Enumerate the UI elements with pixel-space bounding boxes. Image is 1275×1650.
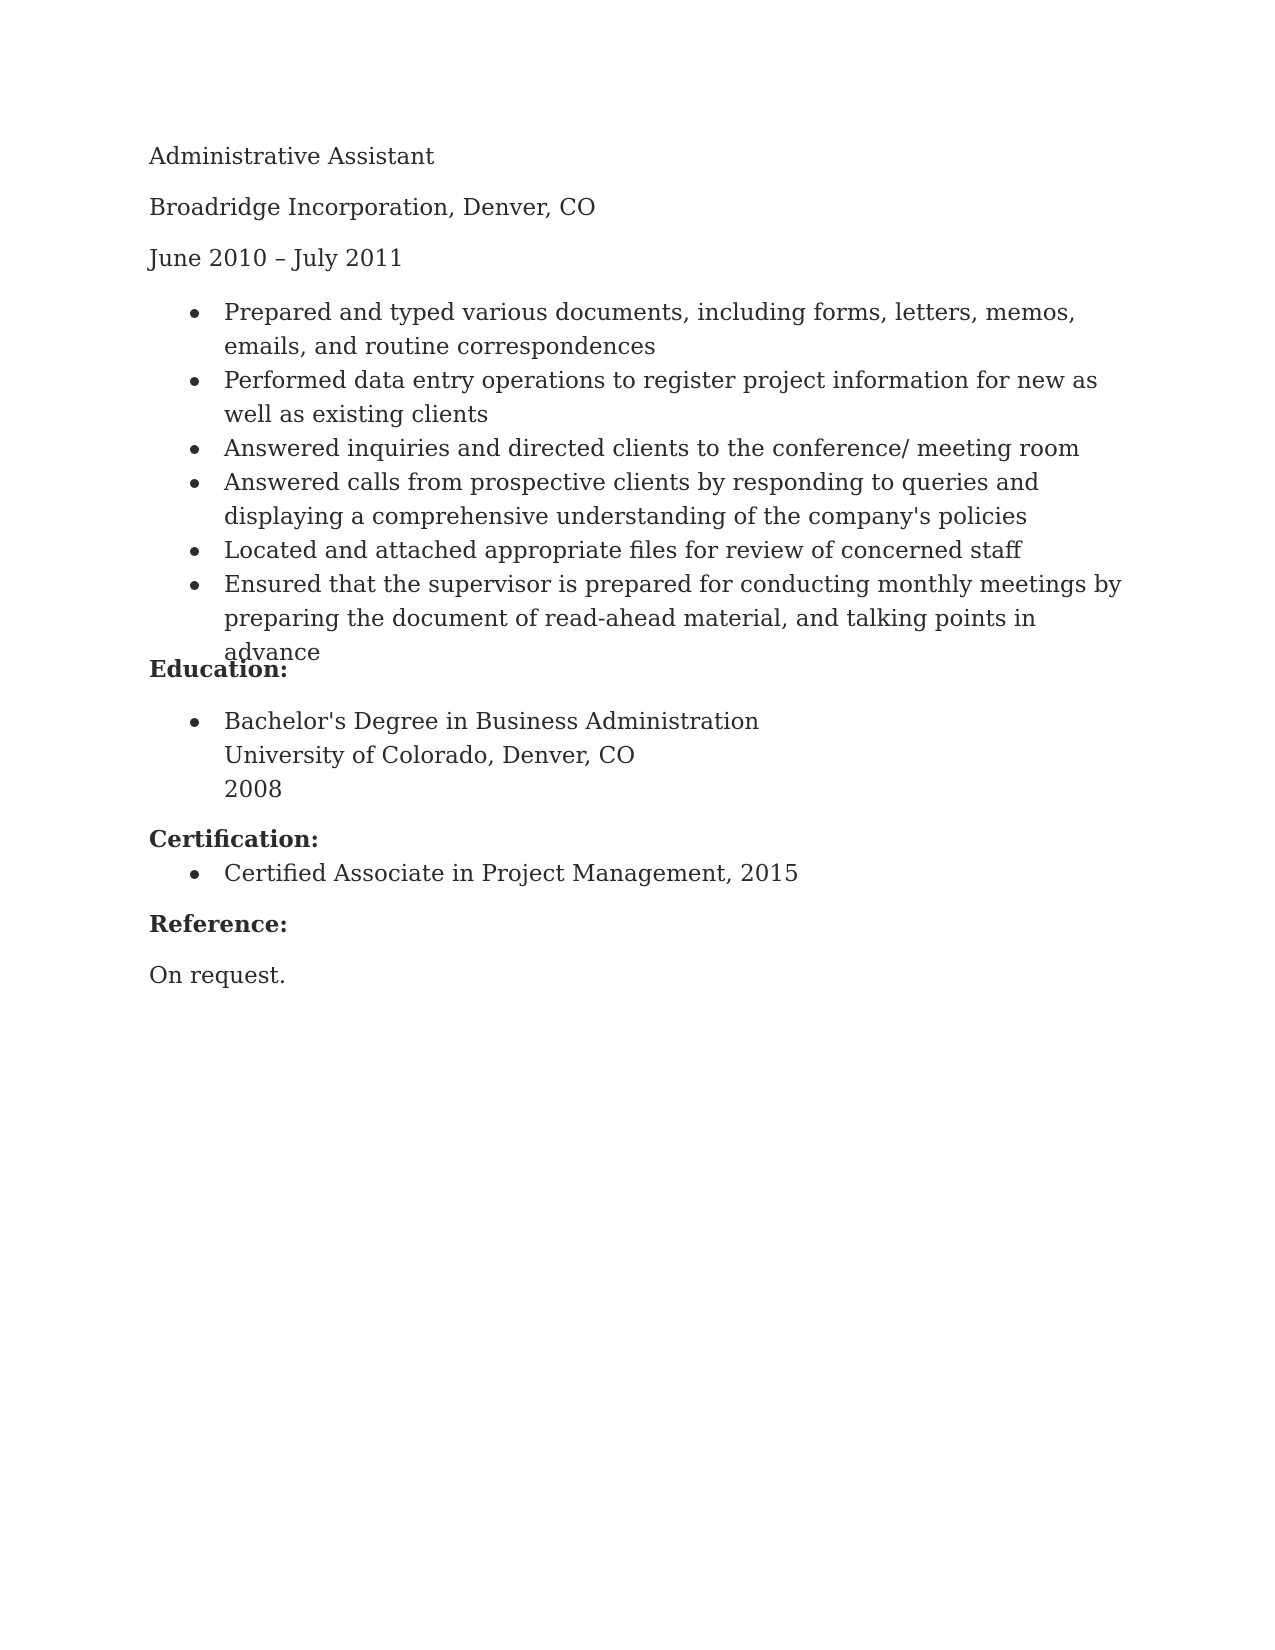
bullet-icon xyxy=(190,718,199,727)
education-section xyxy=(149,653,1129,687)
education-heading: Education: xyxy=(149,656,289,683)
duty-text: Prepared and typed various documents, including forms, letters, memos, emails, and routine correspondences xyxy=(224,300,1076,360)
certification-heading: Certification: xyxy=(149,826,319,853)
bullet-icon xyxy=(190,581,199,590)
list-item xyxy=(149,466,1129,534)
bullet-icon xyxy=(190,870,199,879)
list-item xyxy=(149,296,1129,364)
bullet-icon xyxy=(190,309,199,318)
duties-list-block xyxy=(149,296,1129,670)
reference-section xyxy=(149,908,1129,942)
certification-list xyxy=(149,857,1129,891)
list-item xyxy=(149,364,1129,432)
duty-text: Performed data entry operations to register project information for new as well as existing clients xyxy=(224,368,1098,428)
degree-text: Bachelor's Degree in Business Administration xyxy=(224,709,760,735)
education-list-block xyxy=(149,705,1129,807)
education-list xyxy=(149,705,1129,807)
duty-text: Answered calls from prospective clients by responding to queries and displaying a comprehensive understanding of the company's policies xyxy=(224,470,1040,530)
duty-text: Ensured that the supervisor is prepared for conducting monthly meetings by preparing the document of read-ahead material, and talking points in advance xyxy=(224,572,1122,666)
bullet-icon xyxy=(190,445,199,454)
reference-text: On request. xyxy=(149,963,287,989)
duty-text: Answered inquiries and directed clients to the conference/ meeting room xyxy=(224,436,1080,462)
list-item xyxy=(149,857,1129,891)
school-text: University of Colorado, Denver, CO xyxy=(224,743,636,769)
bullet-icon xyxy=(190,547,199,556)
company-line: Broadridge Incorporation, Denver, CO xyxy=(149,195,596,221)
dates-block xyxy=(149,242,1129,276)
list-item xyxy=(149,432,1129,466)
graduation-year: 2008 xyxy=(224,777,283,803)
certification-text: Certified Associate in Project Management, 2015 xyxy=(224,861,799,887)
job-title: Administrative Assistant xyxy=(149,144,435,170)
duties-list xyxy=(149,296,1129,670)
company-block xyxy=(149,191,1129,225)
experience-section xyxy=(149,140,1129,174)
reference-block xyxy=(149,959,1129,993)
list-item xyxy=(149,534,1129,568)
certification-section xyxy=(149,823,1129,857)
bullet-icon xyxy=(190,377,199,386)
employment-dates: June 2010 – July 2011 xyxy=(149,246,404,272)
list-item xyxy=(149,705,1129,807)
reference-heading: Reference: xyxy=(149,911,288,938)
education-entry xyxy=(224,705,1129,807)
duty-text: Located and attached appropriate files for review of concerned staff xyxy=(224,538,1022,564)
bullet-icon xyxy=(190,479,199,488)
certification-list-block xyxy=(149,857,1129,891)
